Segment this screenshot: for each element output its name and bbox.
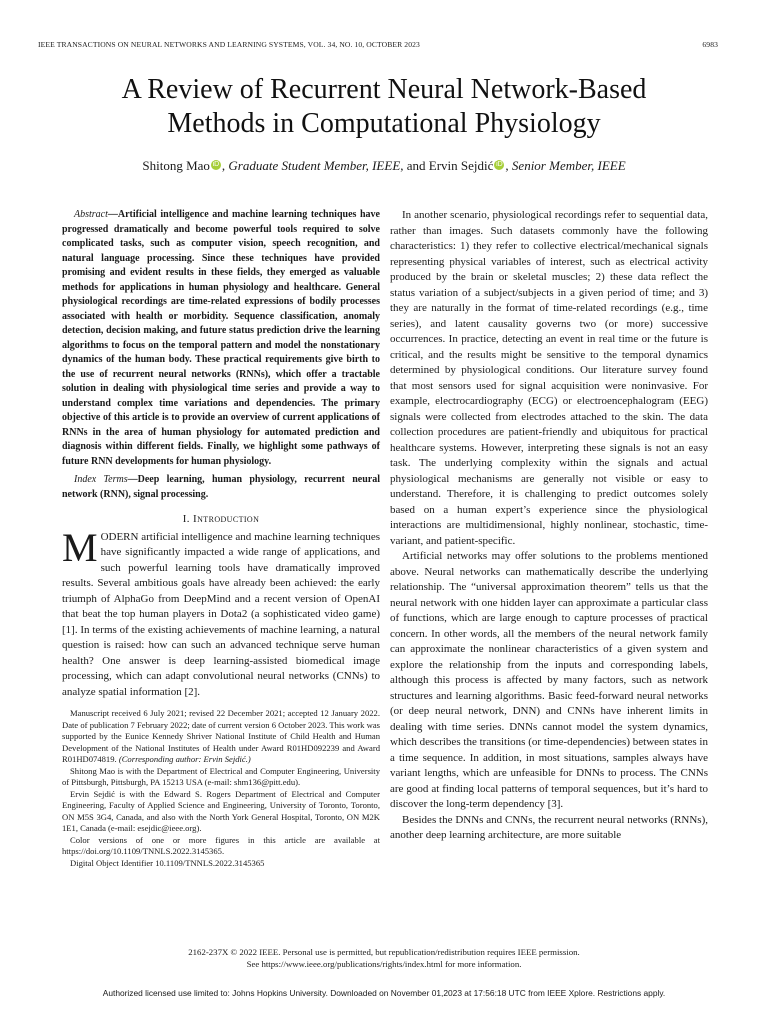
license-notice: Authorized licensed use limited to: Johns Hopkins University. Downloaded on November 01,2023 at 17:56:18 UTC from IEEE Xplore. Restrictions apply.: [102, 988, 666, 998]
index-terms-text: —Deep learning, human physiology, recurrent neural network (RNN), signal processing.: [62, 474, 380, 500]
footnote-doi: Digital Object Identifier 10.1109/TNNLS.2022.3145365: [70, 857, 265, 868]
abstract: [62, 208, 380, 469]
footnote-manuscript: [62, 708, 380, 766]
index-terms: [62, 473, 380, 502]
index-terms-label: Index Terms: [74, 474, 128, 485]
footnote-author-sejdic: Ervin Sejdić is with the Edward S. Rogers Department of Electrical and Computer Engineering, Faculty of Applied Science and Engineering, University of Toronto, Toronto, ON M5S 3G4, Canada, and also with the North York General Hospital, Toronto, ON M2K 1E1, Canada (e-mail: esejdic@ieee.org).: [62, 788, 380, 833]
title-line-1: A Review of Recurrent Neural Network-Based: [121, 74, 647, 105]
footnote-manuscript-text: Manuscript received 6 July 2021; revised 22 December 2021; accepted 12 January 2022. Date of publication 7 February 2022; date of current version 6 October 2023. This work was supported by the Eunice Kennedy Shriver National Institute of Child Health and Human Development of the National Institutes of Health under Award R01HD092239 and Award R01HD074819.: [62, 708, 380, 764]
title-line-2: Methods in Computational Physiology: [167, 108, 601, 139]
orcid-icon[interactable]: iD: [212, 161, 220, 168]
intro-paragraph: [62, 524, 380, 701]
section-heading-introduction: I. Introduction: [182, 513, 260, 525]
running-header: [38, 40, 718, 52]
footnote-corresponding: (Corresponding author: Ervin Sejdić.): [118, 754, 251, 764]
author-2-name: , and Ervin Sejdić: [400, 158, 494, 173]
abstract-text: —Artificial intelligence and machine learning techniques have progressed dramatically and become powerful tools required to solve complicated tasks, such as computer vision, speech recognition, and natural language processing. Since these techniques have provided promising and evident results in these fields, they emerged as valuable methods for applications in human physiology and healthcare. General physiological recordings are time-related expressions of bodily processes associated with health or morbidity. Sequence classification, anomaly detection, decision making, and future status prediction drive the learning algorithms to focus on the temporal pattern and model the nonstationary dynamics of the human body. These practical requirements give birth to the use of recurrent neural networks (RNNs), which offer a tractable solution in dealing with physiological time series and provide a way to understand complex time variations and dependencies. The primary objective of this article is to provide an overview of current applications of RNNs in the area of human physiology for automated prediction and diagnosis within different fields. Finally, we highlight some pathways of future RNN developments for human physiology.: [62, 209, 380, 467]
author-1-name: Shitong Mao: [142, 158, 210, 173]
drop-cap: M: [62, 524, 98, 570]
intro-paragraph-text: artificial intelligence and machine learning techniques have significantly impacted a wide range of applications, and such powerful learning tools have dramatically improved results. Several ambitious goals have already been achieved: the early triumph of AlphaGo from DeepMind and a recent version of OpenAI that beat the top human players in Dota2 (a sophisticated video game) [1]. In terms of the existing achievements of machine learning, a natural question is raised: how can such an advanced technique serve human health? One answer is deep learning-assisted biomedical image processing, which can adapt convolutional neural networks (CNNs) to analyze spatial information [2].: [62, 530, 380, 698]
footnote-author-mao: Shitong Mao is with the Department of Electrical and Computer Engineering, University of Pittsburgh, Pittsburgh, PA 15213 USA (e-mail: shm136@pitt.edu).: [62, 765, 380, 787]
page-number: 6983: [702, 40, 718, 49]
abstract-label: Abstract: [74, 209, 108, 220]
copyright-line-2: See https://www.ieee.org/publications/rights/index.html for more information.: [246, 958, 522, 969]
intro-first-word: ODERN: [100, 530, 139, 543]
left-column: [62, 208, 380, 869]
footnote-color-versions: Color versions of one or more figures in this article are available at https://doi.org/10.1109/TNNLS.2022.3145365.: [62, 834, 380, 856]
body-paragraph: Artificial networks may offer solutions to the problems mentioned above. Neural networks can mathematically describe the underlying relationship. The “universal approximation theorem” tells us that the neural network with one hidden layer can approximate a particular class of functions, which are large enough to capture processes of practical concern. In other words, all the members of the neural network family can approximate the nonlinear characteristics of a given system and explore the relationship from the inputs and corresponding labels, although this process is affected by many factors, such as network structures and learning algorithms. Basic feed-forward neural networks (or deep neural network, DNN) and CNNs have inherent limits in dealing with time series. DNNs cannot model the system dynamics, which describes the transitions (or time-dependencies) between states in a time sequence. In addition, in most situations, samples always have variant lengths, which are unfeasible for DNNs to process. The CNNs are good at finding local patterns of temporal sequences, but it’s hard to discover the long-term dependency [3].: [390, 550, 708, 810]
right-column: [390, 208, 708, 844]
copyright-notice: [0, 947, 768, 970]
footnotes: [62, 708, 380, 869]
author-2-role: Senior Member, IEEE: [511, 158, 626, 173]
copyright-line-1: 2162-237X © 2022 IEEE. Personal use is permitted, but republication/redistribution requires IEEE permission.: [188, 947, 580, 957]
orcid-icon[interactable]: iD: [496, 161, 503, 168]
author-list: Shitong Mao iD , Graduate Student Member, IEEE, and Ervin Sejdić iD , Senior Member, IEEE: [142, 158, 626, 173]
body-paragraph: Besides the DNNs and CNNs, the recurrent neural networks (RNNs), another deep learning architecture, are more suitable: [390, 813, 708, 841]
paper-title: [0, 73, 768, 141]
body-paragraph: In another scenario, physiological recordings refer to sequential data, rather than images. Such datasets commonly have the following characteristics: 1) they refer to collective electrical/mechanical signals representing physical variables of interest, such as electrical activity produced by the brain or skeletal muscles; 2) these data reflect the status variation of a subject/subjects in a given period of time; and 3) they are naturally in the format of time-related recordings (e.g., time series), and latent causality governs two (or more) successive occurrences. In practice, detecting an event in real time or the future is critical, and the results might be sensitive to the temporal dynamics determined by physiological conditions. Our literature survey found that most sensors used for signal acquisition were noninvasive. For example, electrocardiography (ECG) or electroencephalogram (EEG) signals were collected from electrodes attached to the skin. The data collection procedures are patient-friendly and ubiquitous for practical healthcare systems. However, interpreting these signals is not an easy task. The underlying complexity within the signals and actual physiological mechanisms are generally not visible or easy to understand. Therefore, it is challenging to predict outcomes solely based on a human expert’s experience since the physiological interactions are multidimensional, highly nonlinear, stochastic, time-variant, and patient-specific.: [390, 209, 708, 547]
journal-name: IEEE TRANSACTIONS ON NEURAL NETWORKS AND LEARNING SYSTEMS, VOL. 34, NO. 10, OCTOBER 2023: [38, 40, 420, 49]
author-1-role: Graduate Student Member, IEEE: [228, 158, 401, 173]
